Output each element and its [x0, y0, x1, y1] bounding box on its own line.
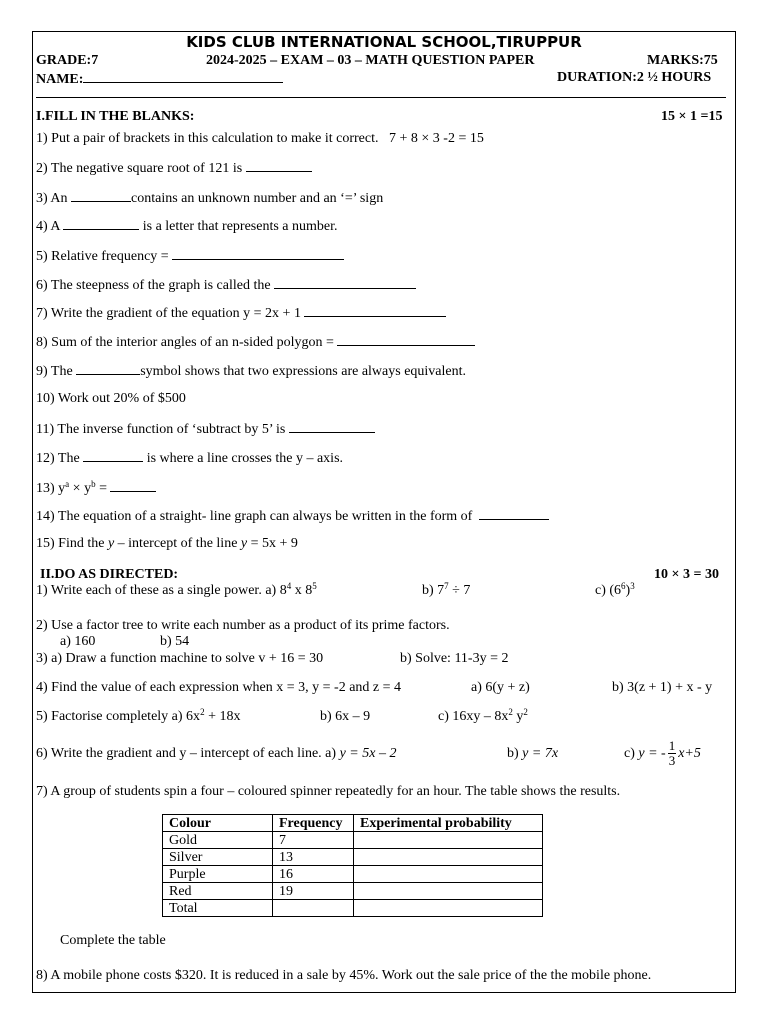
section-2-title: II.DO AS DIRECTED:: [40, 567, 179, 582]
answer-blank: [337, 333, 475, 346]
table-cell: [354, 900, 543, 917]
duration-label: DURATION:2 ½ HOURS: [557, 70, 712, 85]
question-2-6: 6) Write the gradient and y – intercept of each line. a) y = 5x – 2: [36, 746, 397, 761]
question-2-5b: b) 6x – 9: [320, 709, 371, 724]
question-2-5c: c) $16xy - 8x^2$ $y^2$: [438, 707, 528, 724]
question-15: 15) Find the y – intercept of the line y = 5x + 9: [36, 536, 298, 551]
question-2-7: 7) A group of students spin a four – coloured spinner repeatedly for an hour. The table shows the results.: [36, 784, 621, 799]
question-11: 11) The inverse function of ‘subtract by 5’ is: [36, 420, 375, 438]
answer-blank: [289, 420, 375, 433]
column-header: Frequency: [273, 815, 354, 832]
header-divider: [36, 97, 726, 98]
school-name: KIDS CLUB INTERNATIONAL SCHOOL,TIRUPPUR: [186, 33, 582, 51]
answer-blank: [76, 362, 140, 375]
table-cell: Total: [163, 900, 273, 917]
question-8: 8) Sum of the interior angles of an n-sided polygon =: [36, 333, 475, 351]
exam-title: 2024-2025 – EXAM – 03 – MATH QUESTION PAPER: [206, 53, 535, 68]
table-cell: 16: [273, 866, 354, 883]
question-2-1c: c) $(6^6)^3$: [595, 581, 635, 598]
section-1-title: I.FILL IN THE BLANKS:: [36, 109, 195, 124]
table-cell: Silver: [163, 849, 273, 866]
question-2-2: 2) Use a factor tree to write each number as a product of its prime factors.: [36, 618, 450, 633]
table-cell: 19: [273, 883, 354, 900]
table-row: [163, 883, 543, 900]
question-2: 2) The negative square root of 121 is: [36, 159, 312, 177]
answer-blank: [246, 159, 312, 172]
answer-blank: [274, 276, 416, 289]
table-row: [163, 832, 543, 849]
question-2-2a: a) 160: [60, 634, 96, 649]
table-row: [163, 849, 543, 866]
answer-blank: [71, 189, 131, 202]
answer-blank: [304, 304, 446, 317]
marks-label: MARKS:75: [647, 53, 718, 68]
column-header: Colour: [163, 815, 273, 832]
name-field: [36, 70, 283, 88]
question-2-4a: a) 6(y + z): [471, 680, 530, 695]
table-cell: 13: [273, 849, 354, 866]
question-2-6c: c) y = - $\frac{1}{3}$ x+5: [624, 738, 701, 769]
question-2-3b: b) Solve: 11-3y = 2: [400, 651, 509, 666]
frequency-table: [162, 814, 543, 917]
table-cell: [354, 832, 543, 849]
question-5: 5) Relative frequency =: [36, 247, 344, 265]
answer-blank: [110, 479, 156, 492]
question-2-1b: b) $7^7 \div 7$: [422, 581, 471, 598]
table-cell: Gold: [163, 832, 273, 849]
table-cell: [354, 883, 543, 900]
table-cell: [354, 849, 543, 866]
table-cell: [273, 900, 354, 917]
question-4: 4) A is a letter that represents a number.: [36, 219, 338, 234]
question-6: 6) The steepness of the graph is called the: [36, 276, 416, 294]
question-10: 10) Work out 20% of $500: [36, 391, 186, 406]
table-row: [163, 900, 543, 917]
table-row: [163, 866, 543, 883]
question-13: 13) $y^a \times y^b$ =: [36, 479, 156, 497]
grade-label: GRADE:7: [36, 53, 99, 68]
question-2-5: 5) Factorise completely a) $6x^2 + 18x$: [36, 707, 241, 724]
section-1-marks: 15 × 1 =15: [661, 109, 723, 124]
question-2-2b: b) 54: [160, 634, 190, 649]
answer-blank: [83, 449, 143, 462]
question-2-6b: b) y = 7x: [507, 746, 559, 761]
name-label: NAME:: [36, 72, 84, 87]
question-9: 9) The symbol shows that two expressions are always equivalent.: [36, 364, 467, 379]
question-7: 7) Write the gradient of the equation y = 2x + 1: [36, 304, 446, 322]
answer-blank: [479, 507, 549, 520]
question-2-3: 3) a) Draw a function machine to solve v + 16 = 30: [36, 651, 324, 666]
question-2-8: 8) A mobile phone costs $320. It is reduced in a sale by 45%. Work out the sale price of the the mobile phone.: [36, 968, 652, 983]
name-blank: [83, 70, 283, 83]
answer-blank: [172, 247, 344, 260]
table-instruction: Complete the table: [60, 933, 166, 948]
question-2-4: 4) Find the value of each expression when x = 3, y = -2 and z = 4: [36, 680, 402, 695]
question-12: 12) The is where a line crosses the y – axis.: [36, 451, 344, 466]
fraction: $\frac{1}{3}$: [668, 738, 676, 769]
question-1: 1) Put a pair of brackets in this calculation to make it correct. 7 + 8 × 3 -2 = 15: [36, 131, 484, 146]
column-header: Experimental probability: [354, 815, 543, 832]
question-2-1: 1) Write each of these as a single power. a) $8^4$ x $8^5$: [36, 581, 317, 598]
question-3: 3) An contains an unknown number and an ‘=’ sign: [36, 191, 384, 206]
question-14: 14) The equation of a straight- line graph can always be written in the form of: [36, 507, 549, 525]
table-cell: 7: [273, 832, 354, 849]
table-cell: Purple: [163, 866, 273, 883]
section-2-marks: 10 × 3 = 30: [654, 567, 719, 582]
question-2-4b: b) 3(z + 1) + x - y: [612, 680, 713, 695]
table-cell: Red: [163, 883, 273, 900]
answer-blank: [63, 217, 139, 230]
table-cell: [354, 866, 543, 883]
table-header-row: [163, 815, 543, 832]
